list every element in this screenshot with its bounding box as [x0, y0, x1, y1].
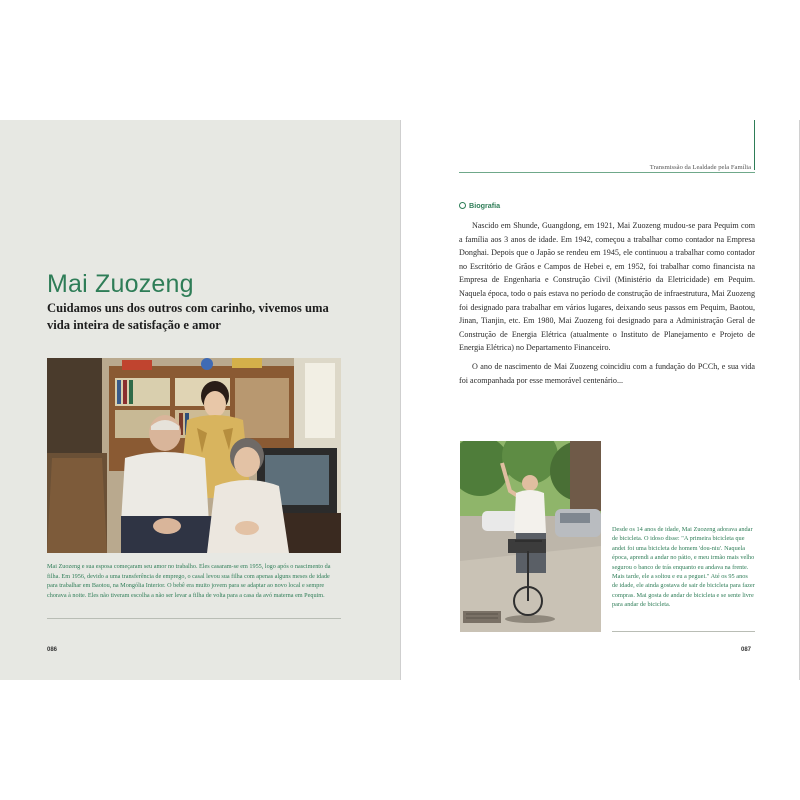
biography-paragraph: O ano de nascimento de Mai Zuozeng coincidiu com a fundação do PCCh, e sua vida foi acompanhada por esse memorável centenário... — [459, 361, 755, 385]
couple-photo — [47, 358, 341, 553]
photo-caption-right: Desde os 14 anos de idade, Mai Zuozeng adorava andar de bicicleta. O idoso disse: "A primeira bicicleta que andei foi uma bicicleta de homem 'dou-niu'. Naquela época, aprendi a andar no pátio, e meu irmão mais velho segurou o banco de trás enquanto eu andava na frente. Mais tarde, ele a soltou e eu a peguei." Até os 95 anos de idade, ele ainda gostava de sair de bicicleta para fazer compras. Mai gosta de andar de bicicleta e se sente livre para andar de bicicleta. — [612, 526, 755, 609]
caption-divider-right — [612, 631, 755, 632]
left-page — [0, 120, 400, 680]
section-heading-text: Biografia — [469, 201, 501, 210]
biography-text — [459, 219, 755, 392]
section-heading — [459, 201, 500, 210]
photo-caption-left: Mai Zuozeng e sua esposa começaram seu amor no trabalho. Eles casaram-se em 1955, logo após o nascimento da filha. Em 1956, devido a uma transferência de emprego, o casal levou sua filha com apenas alguns meses de idade para trabalhar em Baotou, na Mongólia Interior. O bebê era muito jovem para se adaptar ao novo local e sempre chorava à noite. Eles não tiveram escolha a não ser levar a filha de volta para a casa da avó materna em Pequim. — [47, 563, 331, 599]
circle-bullet-icon — [459, 202, 466, 209]
biography-paragraph: Nascido em Shunde, Guangdong, em 1921, Mai Zuozeng mudou-se para Pequim com a família aos 3 anos de idade. Em 1942, começou a trabalhar como contador na Empresa Donghai. Depois que o Japão se rendeu em 1945, ele continuou a trabalhar como contador no Escritório de Grãos e Campos de Hebei e, em 1952, foi trabalhar como financista na Empresa de Engenharia e Construção Civil (Ministério da Eletricidade) em Pequim. Naquela época, todo o país estava no período de construção de infraestrutura, Mai Zuozeng foi designado para trabalhar em vários lugares, deixando seus passos em Pequim, Baotou, Jinan, Tianjin, etc. Em 1980, Mai Zuozeng foi designado para a Administração Geral de Construção de Energia Elétrica (atualmente o Instituto de Planejamento e Projeto de Energia Elétrica) no Departamento Financeiro. — [459, 221, 755, 353]
running-head: Transmissão da Lealdade pela Família — [649, 164, 751, 171]
page-subtitle: Cuidamos uns dos outros com carinho, vivemos uma vida inteira de satisfação e amor — [47, 301, 329, 332]
right-page — [400, 120, 800, 680]
page-number-right: 087 — [740, 647, 751, 653]
caption-divider-left — [47, 618, 341, 619]
page-number-left: 086 — [47, 647, 58, 653]
bicycle-photo — [460, 441, 601, 632]
page-title: Mai Zuozeng — [47, 270, 194, 298]
header-rule — [459, 172, 755, 173]
book-spread — [0, 120, 800, 680]
header-accent-line — [754, 120, 755, 170]
